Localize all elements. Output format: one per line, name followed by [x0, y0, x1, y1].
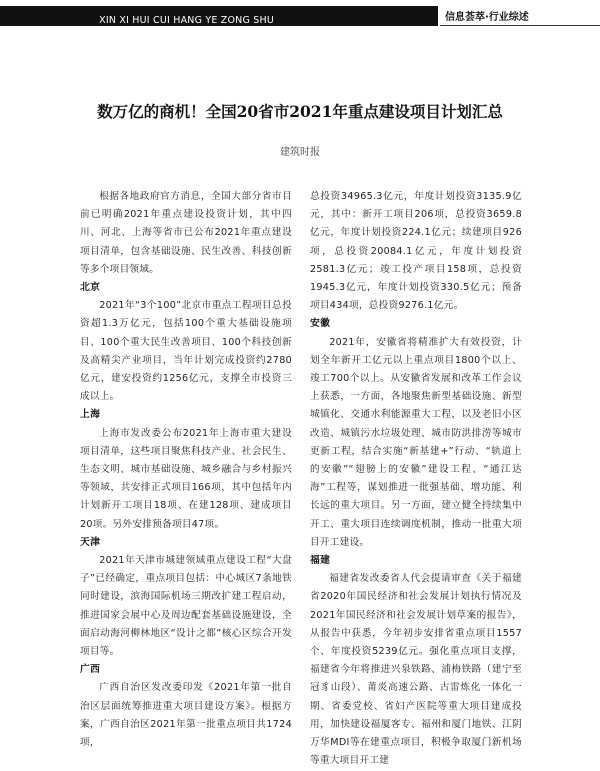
- section-heading: 广西: [80, 664, 101, 676]
- article-source: 建筑时报: [280, 147, 320, 158]
- header-bar: [0, 6, 438, 26]
- section-heading: 福建: [310, 555, 331, 567]
- running-header: [0, 0, 600, 26]
- paragraph: 福建省发改委省人代会提请审查《关于福建省2020年国民经济和社会发展计划执行情况及2021年国民经济和社会发展计划草案的报告》，从报告中获悉，今年初步安排省重点项目1557个、年度投资5239亿元。强化重点项目支撑，福建省今年将推进兴泉铁路、浦梅铁路（建宁至冠豸山段）、莆炎高速公路、古雷炼化一体化一期、省委党校、省妇产医院等重大项目建成投用，加快建设福厦客专、福州和厦门地铁、江阴万华MDI等在建重点项目，积极争取厦门新机场等重大项目开工建: [310, 573, 522, 767]
- left-column: [80, 188, 292, 752]
- section-heading: 天津: [80, 536, 101, 548]
- paragraph: 2021年，安徽省将精准扩大有效投资，计划全年新开工亿元以上重点项目1800个以上、竣工700个以上。从安徽省发展和改革工作会议上获悉，一方面，各地聚焦新型基础设施、新型城镇化、交通水利能源重大工程，以及老旧小区改造、城镇污水垃圾处理、城市防洪排涝等城市更新工程，结合实施“新基建+”行动、“轨道上的安徽”“翅膀上的安徽”建设工程、“通江达海”工程等，谋划推进一批强基础、增功能、利长远的重大项目。另一方面，建立健全持续集中开工、重大项目连续调度机制，推动一批重大项目开工建设。: [310, 336, 522, 548]
- paragraph: 上海市发改委公布2021年上海市重大建设项目清单，这些项目聚焦科技产业、社会民生、生态文明、城市基础设施、城乡融合与乡村振兴等领域，共安排正式项目166项，其中包括年内计划新开工项目18项、在建128项、建成项目20项。另外安排预备项目47项。: [80, 427, 292, 530]
- article-title: 数万亿的商机！全国20省市2021年重点建设项目计划汇总: [97, 102, 503, 121]
- section-label: 信息荟萃·行业综述: [445, 12, 529, 23]
- section-heading: 北京: [80, 282, 101, 294]
- paragraph: 总投资34965.3亿元，年度计划投资3135.9亿元，其中：新开工项目206项，总投资3659.8亿元，年度计划投资224.1亿元；续建项目926项，总投资20084.1亿元，年度计划投资2581.3亿元；竣工投产项目158项，总投资1945.3亿元，年度计划投资330.5亿元；预备项目434项，总投资9276.1亿元。: [310, 191, 522, 312]
- section-heading: 安徽: [310, 318, 331, 330]
- section-heading: 上海: [80, 409, 101, 421]
- header-rule: [440, 25, 600, 26]
- paragraph: 2021年天津市城建领域重点建设工程“大盘子”已经确定，重点项目包括：中心城区7条地铁同时建设，滨海国际机场三期改扩建工程启动，推进国家会展中心及周边配套基础设施建设，全面启动海河柳林地区“设计之都”核心区综合开发项目等。: [80, 555, 292, 658]
- paragraph: 根据各地政府官方消息，全国大部分省市目前已明确2021年重点建设投资计划，其中四川、河北、上海等省市已公布2021年重点建设项目清单，包含基础设施、民生改善、科技创新等多个项目领域。: [80, 191, 292, 275]
- paragraph: 2021年“3个100”北京市重点工程项目总投资超1.3万亿元，包括100个重大基础设施项目、100个重大民生改善项目、100个科技创新及高精尖产业项目，当年计划完成投资约2780亿元，建安投资约1256亿元，支撑全市投资三成以上。: [80, 300, 292, 403]
- paragraph: 广西自治区发改委印发《2021年第一批自治区层面统筹推进重大项目建设方案》。根据方案，广西自治区2021年第一批重点项目共1724项，: [80, 682, 292, 749]
- right-column: [310, 188, 522, 771]
- running-title: XIN XI HUI CUI HANG YE ZONG SHU: [99, 15, 274, 26]
